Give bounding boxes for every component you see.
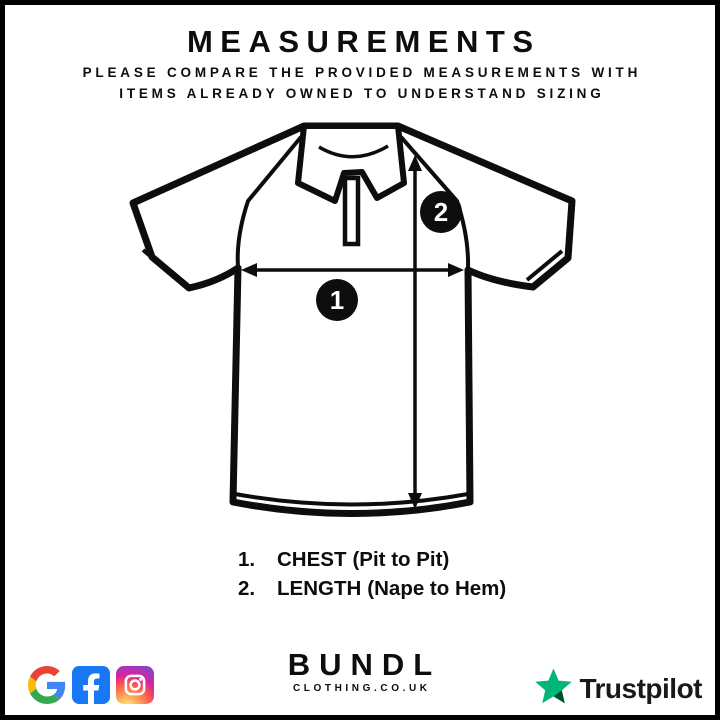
trustpilot-badge[interactable] (533, 668, 702, 709)
placket (345, 178, 358, 244)
trustpilot-star-icon (533, 668, 574, 709)
legend-detail: (Pit to Pit) (352, 548, 450, 571)
marker-2-number: 2 (433, 197, 449, 227)
legend-detail: (Nape to Hem) (367, 577, 507, 600)
legend-item-length (238, 574, 506, 603)
page-title: MEASUREMENTS (186, 24, 541, 59)
trustpilot-label: Trustpilot (579, 672, 702, 704)
legend-label: CHEST (277, 548, 347, 571)
legend-number: 1. (238, 548, 256, 571)
brand-name: BUNDL (287, 647, 442, 682)
legend-label: LENGTH (277, 577, 362, 600)
polo-shirt-diagram (5, 5, 720, 720)
marker-1 (316, 279, 358, 321)
marker-1-number: 1 (329, 285, 345, 315)
marker-2 (420, 191, 462, 233)
subtitle-line-1: PLEASE COMPARE THE PROVIDED MEASUREMENTS WITH (82, 65, 642, 80)
measurement-legend (238, 545, 506, 603)
brand-domain: CLOTHING.CO.UK (292, 683, 431, 694)
subtitle-line-2: ITEMS ALREADY OWNED TO UNDERSTAND SIZING (119, 86, 605, 101)
legend-item-chest (238, 545, 506, 574)
legend-number: 2. (238, 577, 256, 600)
